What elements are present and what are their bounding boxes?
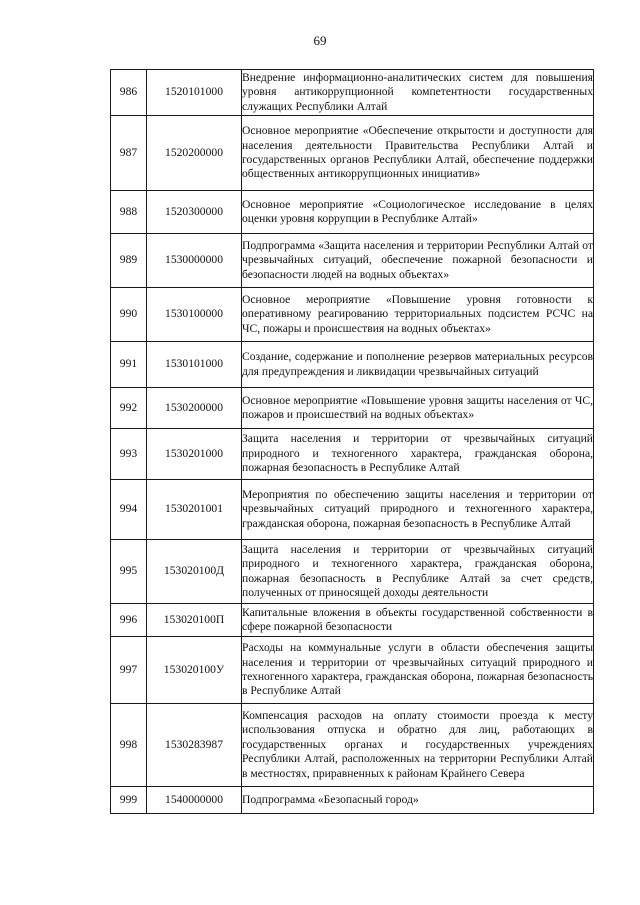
table-row xyxy=(111,704,594,787)
row-number: 990 xyxy=(111,288,147,342)
row-description: Основное мероприятие «Повышение уровня защиты населения от ЧС, пожаров и происшествий на водных объектах» xyxy=(242,388,594,429)
row-number: 987 xyxy=(111,116,147,191)
row-number: 994 xyxy=(111,480,147,540)
table-row xyxy=(111,70,594,116)
row-number: 996 xyxy=(111,604,147,637)
row-number: 997 xyxy=(111,637,147,704)
table-row xyxy=(111,116,594,191)
row-code: 1530100000 xyxy=(147,288,242,342)
table-row xyxy=(111,787,594,814)
row-description: Защита населения и территории от чрезвычайных ситуаций природного и техногенного характера, гражданская оборона, пожарная безопасность в Республике Алтай xyxy=(242,429,594,480)
row-code: 153020100У xyxy=(147,637,242,704)
row-description: Внедрение информационно-аналитических систем для повышения уровня антикоррупционной компетентности государственных служащих Республики Алтай xyxy=(242,70,594,116)
row-description: Подпрограмма «Защита населения и территории Республики Алтай от чрезвычайных ситуаций, обеспечение пожарной безопасности и безопасности людей на водных объектах» xyxy=(242,234,594,288)
row-number: 989 xyxy=(111,234,147,288)
row-description: Мероприятия по обеспечению защиты населения и территории от чрезвычайных ситуаций природного и техногенного характера, гражданская оборона, пожарная безопасность в Республике Алтай xyxy=(242,480,594,540)
row-code: 1530201000 xyxy=(147,429,242,480)
row-code: 153020100П xyxy=(147,604,242,637)
table-row xyxy=(111,604,594,637)
row-number: 995 xyxy=(111,540,147,604)
table-row xyxy=(111,191,594,234)
row-description: Основное мероприятие «Обеспечение открытости и доступности для населения деятельности Правительства Республики Алтай и государственных органов Республики Алтай, обеспечение поддержки общественных антикоррупционных инициатив» xyxy=(242,116,594,191)
row-code: 153020100Д xyxy=(147,540,242,604)
row-number: 993 xyxy=(111,429,147,480)
row-description: Защита населения и территории от чрезвычайных ситуаций природного и техногенного характера, гражданская оборона, пожарная безопасность в Республике Алтай за счет средств, полученных от приносящей доходы деятельности xyxy=(242,540,594,604)
row-code: 1530000000 xyxy=(147,234,242,288)
table-row xyxy=(111,388,594,429)
row-code: 1530283987 xyxy=(147,704,242,787)
row-description: Основное мероприятие «Повышение уровня готовности к оперативному реагированию территориальных подсистем РСЧС на ЧС, пожары и происшествия на водных объектах» xyxy=(242,288,594,342)
row-code: 1520300000 xyxy=(147,191,242,234)
row-description: Создание, содержание и пополнение резервов материальных ресурсов для предупреждения и ликвидации чрезвычайных ситуаций xyxy=(242,342,594,388)
page-number: 69 xyxy=(313,33,327,48)
row-description: Компенсация расходов на оплату стоимости проезда к месту использования отпуска и обратно для лиц, работающих в государственных органах и государственных учреждениях Республики Алтай, расположенных на территории Республики Алтай в местностях, приравненных к районам Крайнего Севера xyxy=(242,704,594,787)
row-code: 1530200000 xyxy=(147,388,242,429)
table-row xyxy=(111,234,594,288)
row-description: Основное мероприятие «Социологическое исследование в целях оценки уровня коррупции в Республике Алтай» xyxy=(242,191,594,234)
row-number: 999 xyxy=(111,787,147,814)
row-number: 991 xyxy=(111,342,147,388)
row-code: 1520200000 xyxy=(147,116,242,191)
row-description: Расходы на коммунальные услуги в области обеспечения защиты населения и территории от чрезвычайных ситуаций природного и техногенного характера, гражданская оборона, пожарная безопасность в Республике Алтай xyxy=(242,637,594,704)
row-number: 988 xyxy=(111,191,147,234)
row-number: 986 xyxy=(111,70,147,116)
row-number: 998 xyxy=(111,704,147,787)
table-row xyxy=(111,342,594,388)
row-code: 1530101000 xyxy=(147,342,242,388)
row-code: 1540000000 xyxy=(147,787,242,814)
table-row xyxy=(111,480,594,540)
row-number: 992 xyxy=(111,388,147,429)
table-row xyxy=(111,637,594,704)
table-row xyxy=(111,540,594,604)
budget-codes-table xyxy=(110,69,594,814)
row-code: 1530201001 xyxy=(147,480,242,540)
table-row xyxy=(111,429,594,480)
row-description: Подпрограмма «Безопасный город» xyxy=(242,787,594,814)
row-description: Капитальные вложения в объекты государственной собственности в сфере пожарной безопасности xyxy=(242,604,594,637)
table-row xyxy=(111,288,594,342)
row-code: 1520101000 xyxy=(147,70,242,116)
